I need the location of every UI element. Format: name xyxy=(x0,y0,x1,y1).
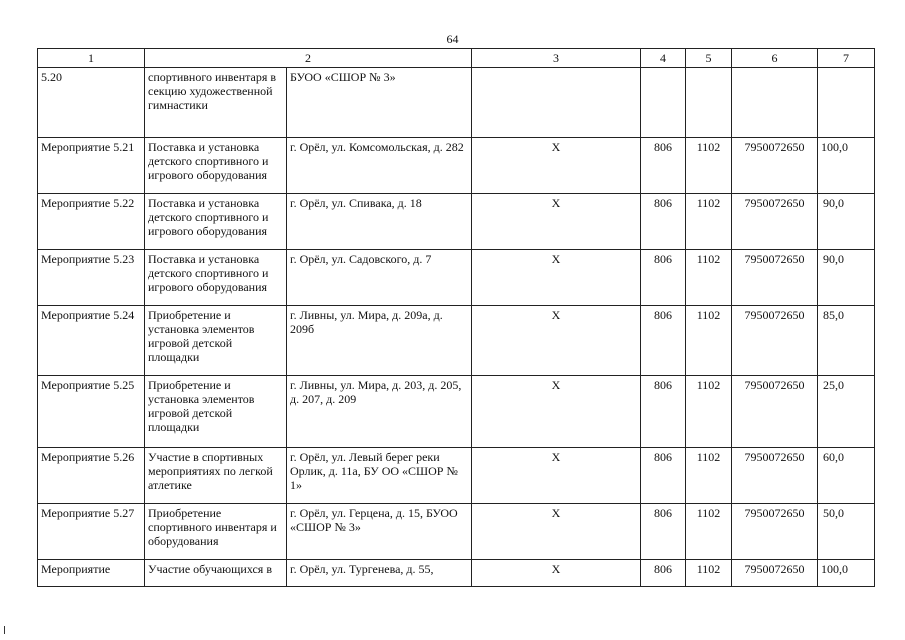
row-col6: 7950072650 xyxy=(732,250,818,306)
row-address: г. Орёл, ул. Герцена, д. 15, БУОО «СШОР № 3» xyxy=(287,504,472,560)
row-col5: 1102 xyxy=(686,306,732,376)
row-col3: X xyxy=(472,560,641,587)
header-col-1: 1 xyxy=(38,49,145,68)
row-col4: 806 xyxy=(641,194,686,250)
row-id: Мероприятие 5.21 xyxy=(38,138,145,194)
row-col3 xyxy=(472,68,641,138)
row-name: Приобретение и установка элементов игровой детской площадки xyxy=(145,306,287,376)
row-col5 xyxy=(686,68,732,138)
row-col4: 806 xyxy=(641,306,686,376)
row-col7: 100,0 xyxy=(818,560,875,587)
row-name: Приобретение спортивного инвентаря и оборудования xyxy=(145,504,287,560)
row-col6: 7950072650 xyxy=(732,194,818,250)
row-name: Участие в спортивных мероприятиях по легкой атлетике xyxy=(145,448,287,504)
row-col3: X xyxy=(472,448,641,504)
row-col6: 7950072650 xyxy=(732,504,818,560)
row-col3: X xyxy=(472,250,641,306)
row-name: спортивного инвентаря в секцию художественной гимнастики xyxy=(145,68,287,138)
row-col4: 806 xyxy=(641,376,686,448)
row-col5: 1102 xyxy=(686,250,732,306)
header-col-7: 7 xyxy=(818,49,875,68)
row-name: Участие обучающихся в xyxy=(145,560,287,587)
row-address: г. Орёл, ул. Комсомольская, д. 282 xyxy=(287,138,472,194)
row-col7 xyxy=(818,68,875,138)
row-col4: 806 xyxy=(641,448,686,504)
table-row xyxy=(38,560,875,587)
row-col3: X xyxy=(472,138,641,194)
row-id: Мероприятие 5.25 xyxy=(38,376,145,448)
row-col5: 1102 xyxy=(686,376,732,448)
header-col-4: 4 xyxy=(641,49,686,68)
row-col4: 806 xyxy=(641,560,686,587)
row-col3: X xyxy=(472,376,641,448)
row-address: г. Ливны, ул. Мира, д. 209а, д. 209б xyxy=(287,306,472,376)
row-col7: 60,0 xyxy=(818,448,875,504)
header-col-5: 5 xyxy=(686,49,732,68)
scan-artifact-mark xyxy=(4,626,5,634)
row-address: БУОО «СШОР № 3» xyxy=(287,68,472,138)
row-name: Приобретение и установка элементов игровой детской площадки xyxy=(145,376,287,448)
row-col4: 806 xyxy=(641,138,686,194)
row-col3: X xyxy=(472,504,641,560)
row-address: г. Орёл, ул. Садовского, д. 7 xyxy=(287,250,472,306)
table-row xyxy=(38,250,875,306)
row-col7: 90,0 xyxy=(818,194,875,250)
row-col7: 85,0 xyxy=(818,306,875,376)
table-row xyxy=(38,68,875,138)
row-col6: 7950072650 xyxy=(732,306,818,376)
row-id: Мероприятие 5.26 xyxy=(38,448,145,504)
row-address: г. Орёл, ул. Тургенева, д. 55, xyxy=(287,560,472,587)
row-col6: 7950072650 xyxy=(732,448,818,504)
row-col6: 7950072650 xyxy=(732,138,818,194)
row-col5: 1102 xyxy=(686,448,732,504)
row-col4: 806 xyxy=(641,504,686,560)
header-col-3: 3 xyxy=(472,49,641,68)
row-name: Поставка и установка детского спортивного и игрового оборудования xyxy=(145,138,287,194)
row-col5: 1102 xyxy=(686,138,732,194)
row-col4: 806 xyxy=(641,250,686,306)
row-col6: 7950072650 xyxy=(732,560,818,587)
row-col3: X xyxy=(472,306,641,376)
table-row xyxy=(38,504,875,560)
table-row xyxy=(38,448,875,504)
budget-table xyxy=(37,48,875,587)
row-name: Поставка и установка детского спортивного и игрового оборудования xyxy=(145,194,287,250)
header-col-2: 2 xyxy=(145,49,472,68)
row-col4 xyxy=(641,68,686,138)
row-name: Поставка и установка детского спортивного и игрового оборудования xyxy=(145,250,287,306)
row-col7: 90,0 xyxy=(818,250,875,306)
table-row xyxy=(38,376,875,448)
table-row xyxy=(38,138,875,194)
row-col6: 7950072650 xyxy=(732,376,818,448)
row-address: г. Орёл, ул. Левый берег реки Орлик, д. 11а, БУ ОО «СШОР № 1» xyxy=(287,448,472,504)
row-id: Мероприятие 5.23 xyxy=(38,250,145,306)
header-col-6: 6 xyxy=(732,49,818,68)
row-id: Мероприятие 5.27 xyxy=(38,504,145,560)
row-col7: 50,0 xyxy=(818,504,875,560)
table-row xyxy=(38,194,875,250)
row-col6 xyxy=(732,68,818,138)
row-col5: 1102 xyxy=(686,560,732,587)
row-col5: 1102 xyxy=(686,504,732,560)
row-col5: 1102 xyxy=(686,194,732,250)
table-row xyxy=(38,306,875,376)
row-id: Мероприятие 5.22 xyxy=(38,194,145,250)
row-address: г. Орёл, ул. Спивака, д. 18 xyxy=(287,194,472,250)
row-address: г. Ливны, ул. Мира, д. 203, д. 205, д. 207, д. 209 xyxy=(287,376,472,448)
row-id: 5.20 xyxy=(38,68,145,138)
row-col7: 25,0 xyxy=(818,376,875,448)
row-col7: 100,0 xyxy=(818,138,875,194)
row-id: Мероприятие xyxy=(38,560,145,587)
page-number: 64 xyxy=(446,32,459,46)
row-col3: X xyxy=(472,194,641,250)
row-id: Мероприятие 5.24 xyxy=(38,306,145,376)
header-row xyxy=(38,49,875,68)
